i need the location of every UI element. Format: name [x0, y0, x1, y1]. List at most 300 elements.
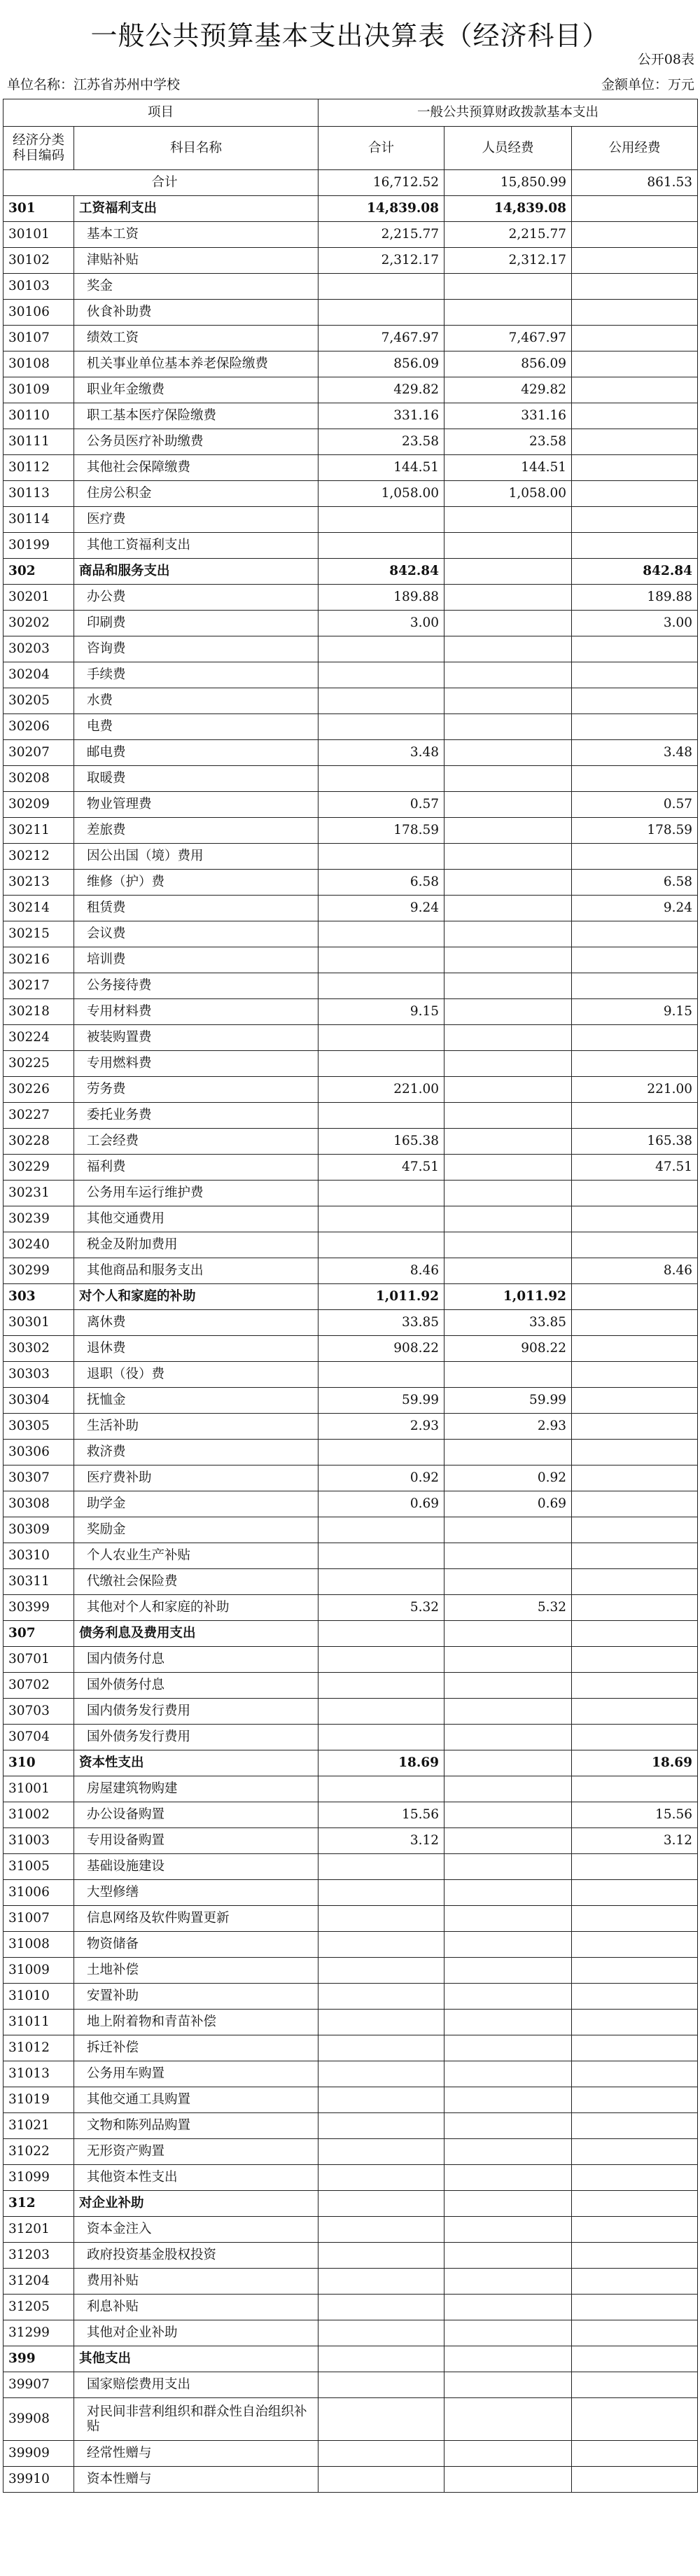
row-personnel — [444, 1129, 572, 1155]
row-total: 2,312.17 — [318, 248, 444, 274]
row-code: 30310 — [4, 1543, 74, 1569]
row-total — [318, 1181, 444, 1206]
row-public — [572, 1310, 698, 1336]
row-personnel — [444, 507, 572, 533]
table-row — [4, 1621, 698, 1647]
row-total — [318, 1906, 444, 1932]
row-code: 30701 — [4, 1647, 74, 1673]
row-public: 189.88 — [572, 585, 698, 611]
row-total: 3.12 — [318, 1828, 444, 1854]
total-row — [4, 170, 698, 196]
table-row — [4, 585, 698, 611]
table-row — [4, 326, 698, 351]
table-row — [4, 2346, 698, 2372]
row-total: 6.58 — [318, 870, 444, 896]
table-row — [4, 1569, 698, 1595]
row-public — [572, 1699, 698, 1725]
row-total — [318, 2139, 444, 2165]
row-name: 费用补贴 — [74, 2269, 318, 2295]
row-code: 30307 — [4, 1465, 74, 1491]
row-name: 办公费 — [74, 585, 318, 611]
row-personnel: 908.22 — [444, 1336, 572, 1362]
total-personnel: 15,850.99 — [444, 170, 572, 196]
row-personnel — [444, 766, 572, 792]
row-name: 差旅费 — [74, 818, 318, 844]
row-personnel — [444, 636, 572, 662]
row-code: 30704 — [4, 1725, 74, 1750]
row-public — [572, 1854, 698, 1880]
row-name: 奖金 — [74, 274, 318, 300]
row-name: 水费 — [74, 688, 318, 714]
row-public — [572, 1880, 698, 1906]
table-row — [4, 2087, 698, 2113]
header-name: 科目名称 — [74, 127, 318, 170]
row-code: 30208 — [4, 766, 74, 792]
form-number: 公开08表 — [637, 52, 694, 67]
row-public — [572, 1932, 698, 1958]
row-public — [572, 2087, 698, 2113]
row-name: 救济费 — [74, 1440, 318, 1465]
table-row — [4, 2398, 698, 2441]
row-public — [572, 248, 698, 274]
row-name: 绩效工资 — [74, 326, 318, 351]
row-public — [572, 1543, 698, 1569]
row-personnel: 2,312.17 — [444, 248, 572, 274]
row-code: 30214 — [4, 896, 74, 921]
row-personnel — [444, 2035, 572, 2061]
row-public — [572, 1232, 698, 1258]
row-personnel — [444, 688, 572, 714]
table-row — [4, 1595, 698, 1621]
row-name: 资本性赠与 — [74, 2467, 318, 2493]
row-code: 30212 — [4, 844, 74, 870]
total-public: 861.53 — [572, 170, 698, 196]
row-personnel — [444, 818, 572, 844]
table-row — [4, 1932, 698, 1958]
row-total — [318, 1051, 444, 1077]
row-total — [318, 2087, 444, 2113]
table-row — [4, 1802, 698, 1828]
row-code: 30304 — [4, 1388, 74, 1414]
row-code: 30205 — [4, 688, 74, 714]
total-label: 合计 — [4, 170, 318, 196]
row-public — [572, 973, 698, 999]
row-code: 30228 — [4, 1129, 74, 1155]
row-public — [572, 1388, 698, 1414]
row-personnel: 144.51 — [444, 455, 572, 481]
row-name: 离休费 — [74, 1310, 318, 1336]
table-row — [4, 973, 698, 999]
row-public: 3.48 — [572, 740, 698, 766]
row-name: 专用燃料费 — [74, 1051, 318, 1077]
row-name: 退职（役）费 — [74, 1362, 318, 1388]
row-total: 331.16 — [318, 403, 444, 429]
row-total: 3.48 — [318, 740, 444, 766]
row-code: 30213 — [4, 870, 74, 896]
row-public: 9.15 — [572, 999, 698, 1025]
row-personnel — [444, 2243, 572, 2269]
row-code: 30203 — [4, 636, 74, 662]
amount-unit: 金额单位：万元 — [601, 77, 694, 92]
row-code: 30113 — [4, 481, 74, 507]
row-code: 301 — [4, 196, 74, 222]
row-personnel — [444, 1699, 572, 1725]
table-row — [4, 1647, 698, 1673]
table-row — [4, 403, 698, 429]
row-code: 30231 — [4, 1181, 74, 1206]
row-public — [572, 2398, 698, 2441]
table-row — [4, 1725, 698, 1750]
row-total: 8.46 — [318, 1258, 444, 1284]
row-public — [572, 1776, 698, 1802]
row-personnel: 1,058.00 — [444, 481, 572, 507]
row-public: 178.59 — [572, 818, 698, 844]
row-name: 其他交通工具购置 — [74, 2087, 318, 2113]
row-public — [572, 2269, 698, 2295]
row-name: 地上附着物和青苗补偿 — [74, 2010, 318, 2035]
row-code: 30101 — [4, 222, 74, 248]
row-code: 30309 — [4, 1517, 74, 1543]
row-name: 奖励金 — [74, 1517, 318, 1543]
row-personnel — [444, 2191, 572, 2217]
table-row — [4, 1880, 698, 1906]
row-public — [572, 1595, 698, 1621]
row-total — [318, 1621, 444, 1647]
total-total: 16,712.52 — [318, 170, 444, 196]
row-code: 30306 — [4, 1440, 74, 1465]
row-public — [572, 947, 698, 973]
table-row — [4, 1258, 698, 1284]
row-personnel — [444, 662, 572, 688]
table-row — [4, 1129, 698, 1155]
row-name: 助学金 — [74, 1491, 318, 1517]
row-personnel: 2,215.77 — [444, 222, 572, 248]
row-public: 0.57 — [572, 792, 698, 818]
row-public — [572, 1440, 698, 1465]
row-total: 856.09 — [318, 351, 444, 377]
table-row — [4, 2372, 698, 2398]
table-row — [4, 1310, 698, 1336]
row-public — [572, 2243, 698, 2269]
table-row — [4, 2243, 698, 2269]
row-public — [572, 377, 698, 403]
row-name: 培训费 — [74, 947, 318, 973]
row-code: 31003 — [4, 1828, 74, 1854]
row-name: 安置补助 — [74, 1984, 318, 2010]
row-personnel — [444, 1932, 572, 1958]
row-public — [572, 1491, 698, 1517]
row-public — [572, 1206, 698, 1232]
row-name: 工资福利支出 — [74, 196, 318, 222]
row-name: 其他支出 — [74, 2346, 318, 2372]
row-total — [318, 973, 444, 999]
row-name: 其他社会保障缴费 — [74, 455, 318, 481]
row-personnel — [444, 1647, 572, 1673]
row-total: 842.84 — [318, 559, 444, 585]
table-row — [4, 1103, 698, 1129]
row-public — [572, 2372, 698, 2398]
header-code: 经济分类科目编码 — [4, 127, 74, 170]
table-row — [4, 1414, 698, 1440]
row-name: 资本金注入 — [74, 2217, 318, 2243]
row-public — [572, 2467, 698, 2493]
table-row — [4, 1699, 698, 1725]
row-total — [318, 1647, 444, 1673]
row-personnel: 7,467.97 — [444, 326, 572, 351]
row-public — [572, 2295, 698, 2320]
table-row — [4, 714, 698, 740]
row-personnel — [444, 2061, 572, 2087]
row-total — [318, 2467, 444, 2493]
row-name: 办公设备购置 — [74, 1802, 318, 1828]
row-total: 3.00 — [318, 611, 444, 636]
row-code: 30303 — [4, 1362, 74, 1388]
row-code: 310 — [4, 1750, 74, 1776]
table-row — [4, 1673, 698, 1699]
row-total — [318, 274, 444, 300]
row-personnel — [444, 1155, 572, 1181]
row-total: 0.69 — [318, 1491, 444, 1517]
table-row — [4, 1284, 698, 1310]
row-name: 文物和陈列品购置 — [74, 2113, 318, 2139]
row-total: 165.38 — [318, 1129, 444, 1155]
row-name: 商品和服务支出 — [74, 559, 318, 585]
table-row — [4, 274, 698, 300]
row-name: 土地补偿 — [74, 1958, 318, 1984]
table-row — [4, 429, 698, 455]
row-total: 0.92 — [318, 1465, 444, 1491]
row-code: 30311 — [4, 1569, 74, 1595]
row-public — [572, 921, 698, 947]
row-code: 31205 — [4, 2295, 74, 2320]
table-row — [4, 1206, 698, 1232]
row-public — [572, 2346, 698, 2372]
row-public — [572, 2010, 698, 2035]
row-public — [572, 351, 698, 377]
row-code: 31002 — [4, 1802, 74, 1828]
row-personnel — [444, 1517, 572, 1543]
table-row — [4, 377, 698, 403]
row-total: 7,467.97 — [318, 326, 444, 351]
table-row — [4, 1906, 698, 1932]
row-code: 30301 — [4, 1310, 74, 1336]
row-public: 9.24 — [572, 896, 698, 921]
row-public — [572, 326, 698, 351]
table-row — [4, 2061, 698, 2087]
row-name: 专用材料费 — [74, 999, 318, 1025]
row-total — [318, 1206, 444, 1232]
row-code: 30215 — [4, 921, 74, 947]
row-personnel: 429.82 — [444, 377, 572, 403]
row-personnel: 23.58 — [444, 429, 572, 455]
row-code: 307 — [4, 1621, 74, 1647]
row-code: 30114 — [4, 507, 74, 533]
table-row — [4, 1362, 698, 1388]
row-code: 30108 — [4, 351, 74, 377]
row-name: 物资储备 — [74, 1932, 318, 1958]
row-public: 18.69 — [572, 1750, 698, 1776]
row-public — [572, 300, 698, 326]
row-code: 31011 — [4, 2010, 74, 2035]
row-personnel — [444, 1750, 572, 1776]
row-personnel: 0.69 — [444, 1491, 572, 1517]
row-code: 302 — [4, 559, 74, 585]
row-total: 47.51 — [318, 1155, 444, 1181]
row-name: 房屋建筑物购建 — [74, 1776, 318, 1802]
row-name: 基本工资 — [74, 222, 318, 248]
row-total: 15.56 — [318, 1802, 444, 1828]
row-code: 31022 — [4, 2139, 74, 2165]
row-public — [572, 1984, 698, 2010]
row-total — [318, 1440, 444, 1465]
row-total: 908.22 — [318, 1336, 444, 1362]
row-name: 职工基本医疗保险缴费 — [74, 403, 318, 429]
row-public — [572, 455, 698, 481]
row-name: 住房公积金 — [74, 481, 318, 507]
row-public: 221.00 — [572, 1077, 698, 1103]
row-personnel — [444, 1051, 572, 1077]
table-body — [4, 99, 698, 2493]
row-code: 39910 — [4, 2467, 74, 2493]
row-code: 30111 — [4, 429, 74, 455]
row-name: 维修（护）费 — [74, 870, 318, 896]
row-public — [572, 1517, 698, 1543]
header-row-1 — [4, 99, 698, 127]
row-total: 1,011.92 — [318, 1284, 444, 1310]
row-public: 165.38 — [572, 1129, 698, 1155]
row-total: 1,058.00 — [318, 481, 444, 507]
row-personnel — [444, 2139, 572, 2165]
row-total — [318, 714, 444, 740]
row-code: 30226 — [4, 1077, 74, 1103]
row-name: 职业年金缴费 — [74, 377, 318, 403]
row-total — [318, 1543, 444, 1569]
row-total — [318, 688, 444, 714]
table-row — [4, 248, 698, 274]
row-code: 30240 — [4, 1232, 74, 1258]
row-code: 31009 — [4, 1958, 74, 1984]
row-personnel — [444, 1828, 572, 1854]
row-total: 33.85 — [318, 1310, 444, 1336]
row-public — [572, 1647, 698, 1673]
row-personnel — [444, 870, 572, 896]
row-personnel — [444, 2467, 572, 2493]
page-title: 一般公共预算基本支出决算表（经济科目） — [90, 20, 610, 51]
row-public — [572, 1336, 698, 1362]
row-code: 31010 — [4, 1984, 74, 2010]
row-total — [318, 2441, 444, 2467]
row-name: 租赁费 — [74, 896, 318, 921]
row-public — [572, 1103, 698, 1129]
row-total — [318, 1673, 444, 1699]
row-total — [318, 1569, 444, 1595]
table-row — [4, 196, 698, 222]
row-personnel — [444, 2372, 572, 2398]
header-public: 公用经费 — [572, 127, 698, 170]
row-total: 429.82 — [318, 377, 444, 403]
row-code: 30109 — [4, 377, 74, 403]
row-public — [572, 1673, 698, 1699]
row-public — [572, 2320, 698, 2346]
row-name: 专用设备购置 — [74, 1828, 318, 1854]
row-total — [318, 1232, 444, 1258]
row-personnel — [444, 2441, 572, 2467]
row-code: 31204 — [4, 2269, 74, 2295]
row-code: 30239 — [4, 1206, 74, 1232]
table-row — [4, 481, 698, 507]
row-name: 其他商品和服务支出 — [74, 1258, 318, 1284]
row-personnel — [444, 2320, 572, 2346]
row-total — [318, 2010, 444, 2035]
row-personnel — [444, 1440, 572, 1465]
row-code: 31203 — [4, 2243, 74, 2269]
row-total: 144.51 — [318, 455, 444, 481]
row-public — [572, 2441, 698, 2467]
row-total — [318, 2165, 444, 2191]
row-code: 30399 — [4, 1595, 74, 1621]
row-name: 医疗费补助 — [74, 1465, 318, 1491]
table-row — [4, 688, 698, 714]
table-row — [4, 1828, 698, 1854]
row-name: 国内债务付息 — [74, 1647, 318, 1673]
row-public — [572, 507, 698, 533]
row-name: 工会经费 — [74, 1129, 318, 1155]
row-total — [318, 2217, 444, 2243]
row-name: 劳务费 — [74, 1077, 318, 1103]
row-code: 30103 — [4, 274, 74, 300]
row-name: 手续费 — [74, 662, 318, 688]
row-name: 医疗费 — [74, 507, 318, 533]
row-personnel — [444, 714, 572, 740]
table-row — [4, 1440, 698, 1465]
row-code: 303 — [4, 1284, 74, 1310]
row-total: 221.00 — [318, 1077, 444, 1103]
row-personnel — [444, 2010, 572, 2035]
row-personnel — [444, 999, 572, 1025]
row-name: 政府投资基金股权投资 — [74, 2243, 318, 2269]
row-personnel — [444, 2087, 572, 2113]
row-code: 30217 — [4, 973, 74, 999]
table-row — [4, 2467, 698, 2493]
row-personnel — [444, 1569, 572, 1595]
row-total — [318, 921, 444, 947]
row-total: 2.93 — [318, 1414, 444, 1440]
row-name: 其他交通费用 — [74, 1206, 318, 1232]
row-personnel — [444, 1362, 572, 1388]
row-code: 30308 — [4, 1491, 74, 1517]
row-total: 9.24 — [318, 896, 444, 921]
row-total — [318, 507, 444, 533]
row-public — [572, 2139, 698, 2165]
row-public — [572, 662, 698, 688]
row-name: 公务用车运行维护费 — [74, 1181, 318, 1206]
row-total: 18.69 — [318, 1750, 444, 1776]
row-name: 对民间非营利组织和群众性自治组织补贴 — [74, 2398, 318, 2441]
row-public — [572, 1621, 698, 1647]
table-row — [4, 1181, 698, 1206]
table-row — [4, 1336, 698, 1362]
table-row — [4, 2139, 698, 2165]
row-code: 30225 — [4, 1051, 74, 1077]
row-total — [318, 1362, 444, 1388]
row-code: 30302 — [4, 1336, 74, 1362]
row-personnel — [444, 921, 572, 947]
row-public — [572, 1906, 698, 1932]
table-row — [4, 222, 698, 248]
table-row — [4, 2441, 698, 2467]
row-public — [572, 1569, 698, 1595]
row-name: 电费 — [74, 714, 318, 740]
